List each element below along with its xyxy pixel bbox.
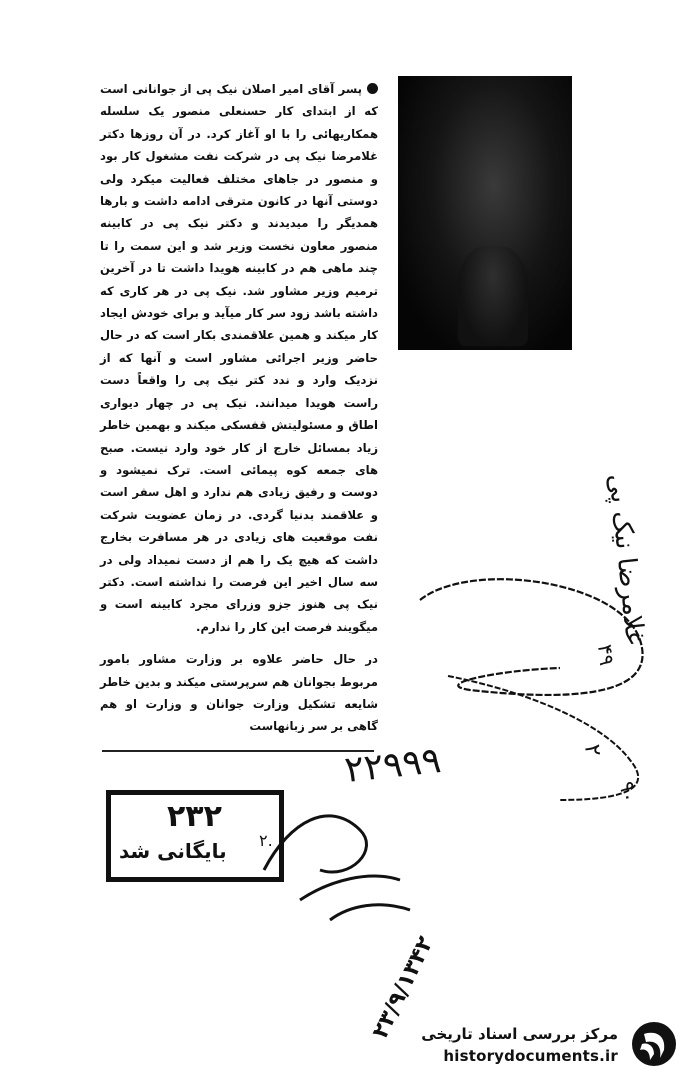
footer-title: مرکز بررسی اسناد تاریخی: [421, 1025, 618, 1043]
handwritten-name: غلامرضا نیک پی: [602, 472, 650, 646]
footer-url: historydocuments.ir: [443, 1047, 618, 1065]
archive-logo-icon: [630, 1020, 678, 1068]
stamp-number: ۲۳۲: [167, 799, 222, 834]
handwritten-digit: ۹۰: [615, 780, 642, 804]
stamp-mark: ۲.: [259, 831, 273, 850]
article-paragraph-1-text: پسر آقای امیر اصلان نیک پی از جوانانی است که از ابتدای کار حسنعلی منصور یک سلسله همکاریهائی را با او آغاز کرد. در آن روزها دکتر غلامرضا نیک پی در شرکت نفت مشغول کار بود و منصور در جاهای مختلف فعالیت میکرد ولی دوستی آنها در کانون مترقی ادامه داشت و بارها همدیگر را میدیدند و دکتر نیک پی در کابینه منصور معاون نخست وزیر شد و این سمت را تا چند ماهی هم در کابینه هویدا داشت تا در آخرین ترمیم وزیر مشاور شد. نیک پی در هر کاری که داشته باشد زود سر کار میآید و برای خودش ایجاد کار میکند و همین علاقمندی بکار است که در حال حاضر وزیر اجرائی مشاور است و آنها که از نزدیک وارد و ندد کتر نیک پی را واقعاً دست راست هویدا میدانند. نیک پی در چهار دیواری اطاق و مسئولیتش قفسکی میکند و بهمین خاطر زیاد بمسائل خارج از کار خود وارد نیست. صبح های جمعه کوه پیمائی است. ترک نمیشود و دوست و رفیق زیادی هم ندارد و اهل سفر است و علاقمند بدنیا گردی. در زمان عضویت شرکت نفت موقعیت های زیادی در هر مسافرت بخارج داشت که هیچ یک را هم از دست نمیداد ولی در سه سال اخیر این فرصت را نداشته است. دکتر نیک پی هنوز جزو وزرای مجرد کابینه است و میگویند فرصت این کار را ندارم.: [100, 82, 378, 634]
handwritten-digit: ۲: [579, 743, 606, 758]
stamp-text: بایگانی شد: [119, 839, 227, 863]
handwritten-date: ۲۳/۹/۱۳۴۲: [367, 932, 439, 1043]
article-paragraph-2: در حال حاضر علاوه بر وزارت مشاور بامور مربوط بجوانان هم سرپرستی میکند و بدین خاطر شایعه تشکیل وزارت جوانان و وزارت او هم گاهی بر سر زبانهاست: [99, 652, 378, 734]
handwritten-digit: ۴۹: [593, 643, 620, 667]
handwritten-stroke: [448, 676, 638, 800]
handwritten-number: ۲۲۹۹۹: [342, 740, 444, 791]
handwritten-signature: [264, 816, 410, 920]
